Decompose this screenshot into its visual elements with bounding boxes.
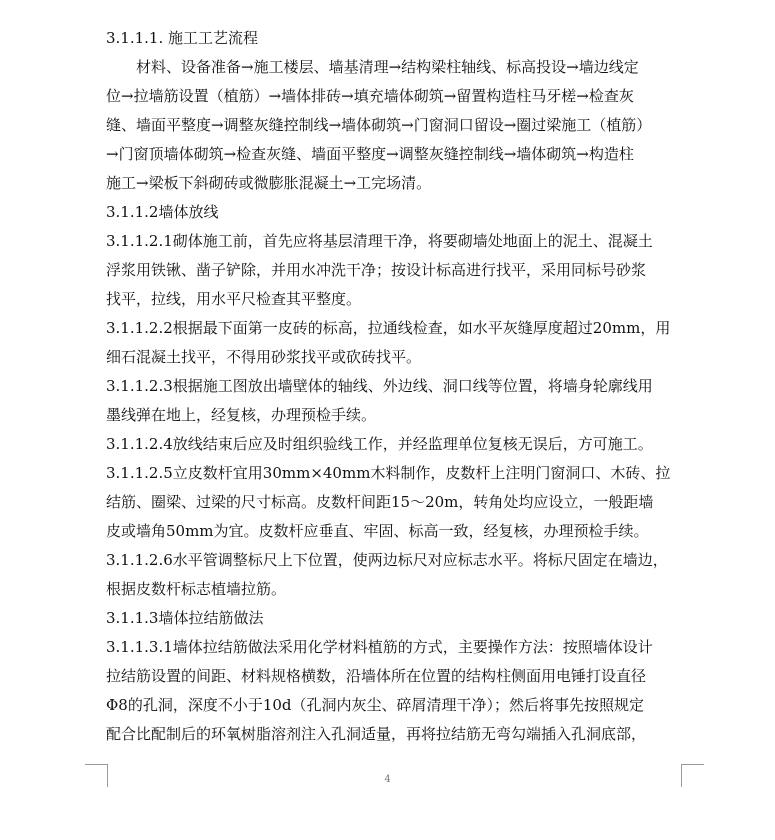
paragraph-line: →门窗顶墙体砌筑→检查灰缝、墙面平整度→调整灰缝控制线→墙体砌筑→构造柱 bbox=[106, 145, 634, 163]
paragraph-line: 配合比配制后的环氧树脂溶剂注入孔洞适量，再将拉结筋无弯勾端插入孔洞底部， bbox=[106, 725, 647, 743]
paragraph-line: Φ8的孔洞，深度不小于10d（孔洞内灰尘、碎屑清理干净）；然后将事先按照规定 bbox=[106, 696, 645, 714]
section-heading-3-1-1-2: 3.1.1.2墙体放线 bbox=[106, 203, 219, 221]
paragraph-line: 施工→梁板下斜砌砖或微膨胀混凝土→工完场清。 bbox=[106, 174, 432, 192]
paragraph-line: 根据皮数杆标志植墙拉筋。 bbox=[106, 580, 287, 598]
paragraph-line: 拉结筋设置的间距、材料规格横数，沿墙体所在位置的结构柱侧面用电锤打设直径 bbox=[106, 667, 647, 685]
page-number: 4 bbox=[384, 774, 391, 785]
paragraph-line: 墨线弹在地上，经复核，办理预检手续。 bbox=[106, 406, 377, 424]
paragraph-line: 缝、墙面平整度→调整灰缝控制线→墙体砌筑→门窗洞口留设→圈过梁施工（植筋） bbox=[106, 116, 652, 134]
document-body bbox=[106, 24, 686, 749]
paragraph-line: 3.1.1.2.5立皮数杆宜用30mm×40mm木料制作，皮数杆上注明门窗洞口、木砖、拉 bbox=[106, 464, 671, 482]
paragraph-line: 找平，拉线，用水平尺检查其平整度。 bbox=[106, 290, 362, 308]
paragraph-line: 3.1.1.3.1墙体拉结筋做法采用化学材料植筋的方式，主要操作方法：按照墙体设计 bbox=[106, 638, 653, 656]
paragraph-line: 3.1.1.2.1砌体施工前，首先应将基层清理干净，将要砌墙处地面上的泥土、混凝土 bbox=[106, 232, 653, 250]
paragraph-line: 3.1.1.2.2根据最下面第一皮砖的标高，拉通线检查，如水平灰缝厚度超过20mm，用 bbox=[106, 319, 671, 337]
paragraph-line: 结筋、圈梁、过梁的尺寸标高。皮数杆间距15～20m，转角处均应设立，一般距墙 bbox=[106, 493, 654, 511]
paragraph-line: 3.1.1.2.3根据施工图放出墙壁体的轴线、外边线、洞口线等位置，将墙身轮廓线用 bbox=[106, 377, 653, 395]
paragraph-line: 浮浆用铁锹、凿子铲除，并用水冲洗干净；按设计标高进行找平，采用同标号砂浆 bbox=[106, 261, 647, 279]
section-heading-3-1-1-3: 3.1.1.3墙体拉结筋做法 bbox=[106, 609, 264, 627]
paragraph-line: 材料、设备准备→施工楼层、墙基清理→结构梁柱轴线、标高投设→墙边线定 bbox=[136, 58, 639, 76]
paragraph-line: 细石混凝土找平，不得用砂浆找平或砍砖找平。 bbox=[106, 348, 422, 366]
paragraph-line: 3.1.1.2.4放线结束后应及时组织验线工作，并经监理单位复核无误后，方可施工。 bbox=[106, 435, 653, 453]
section-heading-3-1-1-1: 3.1.1.1. 施工工艺流程 bbox=[106, 29, 259, 47]
paragraph-line: 3.1.1.2.6水平管调整标尺上下位置，使两边标尺对应标志水平。将标尺固定在墙边， bbox=[106, 551, 668, 569]
paragraph-line: 位→拉墙筋设置（植筋）→墙体排砖→填充墙体砌筑→留置构造柱马牙槎→检查灰 bbox=[106, 87, 634, 105]
paragraph-line: 皮或墙角50mm为宜。皮数杆应垂直、牢固、标高一致，经复核，办理预检手续。 bbox=[106, 522, 649, 540]
